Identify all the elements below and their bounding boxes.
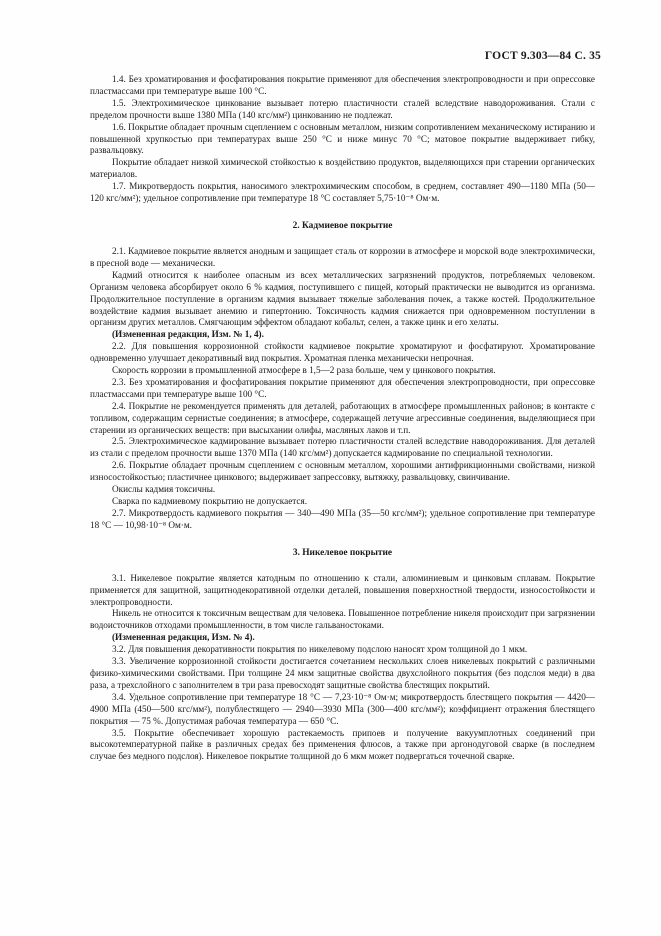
paragraph-2-6-welding: Сварка по кадмиевому покрытию не допускается. (112, 496, 307, 506)
paragraph-3-5: 3.5. Покрытие обеспечивает хорошую растекаемость припоев и получение вакуумплотных соединений при высокотемпературной пайке в различных средах без применения флюсов, а также при аргонодуговой сварке (в последнем случае без медного подслоя). Никелевое покрытие толщиной до 6 мкм может подвергаться точечной сварке. (90, 727, 595, 762)
section-title-nickel: 3. Никелевое покрытие (292, 547, 393, 558)
paragraph-3-1: 3.1. Никелевое покрытие является катодным по отношению к стали, алюминиевым и цинковым сплавам. Покрытие применяется для защитной, защитнодекоративной отделки деталей, повышения поверхностной твердости, износостойкости и электропроводности. (90, 572, 595, 607)
paragraph-3-2: 3.2. Для повышения декоративности покрытия по никелевому подслою наносят хром толщиной до 1 мкм. (112, 644, 528, 655)
paragraph-1-4: 1.4. Без хроматирования и фосфатирования покрытие применяют для обеспечения электропроводности и при опрессовке пластмассами при температуре выше 100 °С. (90, 74, 595, 96)
paragraph-2-1: 2.1. Кадмиевое покрытие является анодным и защищает сталь от коррозии в атмосфере и морской воде электрохимически, в пресной воде — механически. (90, 245, 595, 268)
section-nickel (90, 573, 595, 764)
paragraph-2-1-toxicity: Кадмий относится к наиболее опасным из всех металлических загрязнений продуктов, потребляемых человеком. Организм человека абсорбирует около 6 % кадмия, поступившего с пищей, который практически не выводится из организма. Продолжительное поступление в организм кадмия вызывает тяжелые заболевания почек, а также костей. Продолжительное воздействие кадмия вызывает анемию и гипертонию. Токсичность кадмия снижается при одновременном поступлении в организм других металлов. Смягчающим эффектом обладают кобальт, селен, а также цинк и его хелаты. (90, 269, 595, 328)
paragraph-3-4: 3.4. Удельное сопротивление при температуре 18 °С — 7,23·10⁻⁸ Ом·м; микротвердость блестящего покрытия — 4420—4900 МПа (450—500 кгс/мм²), полублестящего — 2940—3930 МПа (300—400 кгс/мм²); коэффициент отражения блестящего покрытия — 75 %. Допустимая рабочая температура — 650 °С. (90, 691, 595, 726)
paragraph-2-7: 2.7. Микротвердость кадмиевого покрытия — 340—490 МПа (35—50 кгс/мм²); удельное сопротивление при температуре 18 °С — 10,98·10⁻⁸ Ом·м. (90, 507, 595, 530)
paragraph-2-4: 2.4. Покрытие не рекомендуется применять для деталей, работающих в атмосфере промышленных районов; в контакте с топливом, содержащим сернистые соединения; в атмосфере, содержащей летучие агрессивные соединения, выделяющиеся при старении из органических веществ: при высыхании олифы, масляных лаков и т.п. (90, 400, 595, 435)
paragraph-2-6: 2.6. Покрытие обладает прочным сцеплением с основным металлом, хорошими антифрикционными свойствами, низкой износостойкостью; пластичнее цинкового; выдерживает запрессовку, вытяжку, развальцовку, свинчивание. (90, 460, 595, 483)
section-title-cadmium: 2. Кадмиевое покрытие (292, 220, 393, 231)
paragraph-1-6-chemical: Покрытие обладает низкой химической стойкостью к воздействию продуктов, выделяющихся при старении органических материалов. (90, 157, 595, 180)
amendment-note: (Измененная редакция, Изм. № 4). (112, 632, 255, 643)
clause-1-continuation (90, 74, 595, 205)
paragraph-2-5: 2.5. Электрохимическое кадмирование вызывает потерю пластичности сталей вследствие наводороживания. Для деталей из стали с пределом прочности выше 1370 МПа (140 кгс/мм²) допускается кадмирование по специальной технологии. (90, 436, 595, 459)
paragraph-2-2-corrosion: Скорость коррозии в промышленной атмосфере в 1,5—2 раза больше, чем у цинкового покрытия. (112, 365, 496, 376)
paragraph-1-6: 1.6. Покрытие обладает прочным сцеплением с основным металлом, низким сопротивлением механическому истиранию и повышенной хрупкостью при температурах выше 250 °С и ниже минус 70 °С; матовое покрытие выдерживает гибку, развальцовку. (90, 121, 595, 156)
paragraph-3-3: 3.3. Увеличение коррозионной стойкости достигается сочетанием нескольких слоев никелевых покрытий с различными физико-химическими свойствами. При толщине 24 мкм защитные свойства двухслойного покрытия (без подслоя меди) в два раза, а трехслойного с заполнителем в три раза превосходят защитные свойства блестящих покрытий. (90, 656, 595, 690)
paragraph-1-7: 1.7. Микротвердость покрытия, наносимого электрохимическим способом, в среднем, составляет 490—1180 МПа (50—120 кгс/мм²); удельное сопротивление при температуре 18 °С составляет 5,75·10⁻⁸ Ом·м. (90, 181, 595, 204)
paragraph-3-1-toxicity: Никель не относится к токсичным веществам для человека. Повышенное потребление никеля происходит при загрязнении водоисточников отходами промышленности, в том числе гальваностоками. (90, 608, 595, 631)
paragraph-2-2: 2.2. Для повышения коррозионной стойкости кадмиевое покрытие хроматируют и фосфатируют. Хроматирование одновременно улучшает декоративный вид покрытия. Хроматная пленка механически непрочная. (90, 341, 595, 364)
paragraph-2-3: 2.3. Без хроматирования и фосфатирования покрытие применяют для обеспечения электропроводности, при опрессовке пластмассами при температуре выше 100 °С. (90, 376, 595, 399)
page-header: ГОСТ 9.303—84 С. 35 (484, 50, 601, 62)
amendment-note: (Измененная редакция, Изм. № 1, 4). (112, 329, 264, 340)
paragraph-1-5: 1.5. Электрохимическое цинкование вызывает потерю пластичности сталей вследствие наводороживания. Стали с пределом прочности выше 1380 МПа (140 кгс/мм²) цинкованию не подлежат. (90, 97, 595, 120)
document-body (90, 74, 595, 763)
paragraph-2-6-oxides: Окислы кадмия токсичны. (112, 484, 216, 495)
section-cadmium (90, 246, 595, 532)
